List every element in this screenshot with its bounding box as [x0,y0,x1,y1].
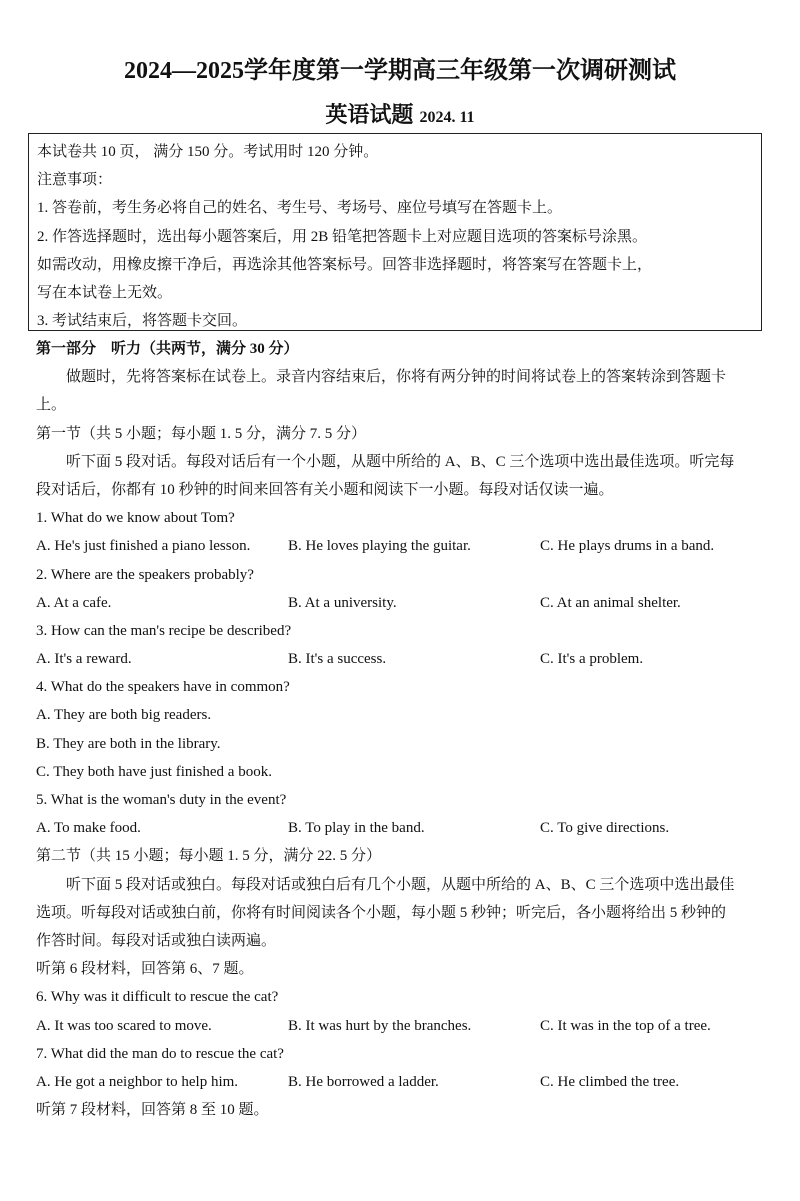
notice-item-1: 1. 答卷前，考生务必将自己的姓名、考生号、考场号、座位号填写在答题卡上。 [37,200,563,217]
option-b: B. To play in the band. [288,820,425,837]
options-2 [36,589,766,617]
notice-item-2-cont: 如需改动，用橡皮擦干净后，再选涂其他答案标号。回答非选择题时，将答案写在答题卡上， [37,256,653,273]
options-1 [36,532,766,560]
option-a: A. He's just finished a piano lesson. [36,538,251,555]
part-intro: 做题时，先将答案标在试卷上。录音内容结束后，你将有两分钟的时间将试卷上的答案转涂到答题卡 [66,369,727,386]
exam-title: 2024—2025学年度第一学期高三年级第一次调研测试 [124,58,676,84]
options-5 [36,814,766,842]
option-b: B. He borrowed a ladder. [288,1073,439,1090]
question-3: 3. How can the man's recipe be described? [36,622,292,639]
material-7-label: 听第 7 段材料，回答第 8 至 10 题。 [36,1102,269,1119]
option-c: C. At an animal shelter. [540,594,681,611]
option-b: B. At a university. [288,594,397,611]
notice-heading: 注意事项： [37,172,113,189]
question-6: 6. Why was it difficult to rescue the cat? [36,989,279,1006]
options-3 [36,645,766,673]
option-c: C. They both have just finished a book. [36,763,272,780]
section-2-heading: 第二节（共 15 小题；每小题 1. 5 分，满分 22. 5 分） [36,848,382,865]
material-6-label: 听第 6 段材料，回答第 6、7 题。 [36,961,254,978]
notice-item-3: 3. 考试结束后，将答题卡交回。 [37,313,248,330]
section-2-intro: 听下面 5 段对话或独白。每段对话或独白后有几个小题，从题中所给的 A、B、C 三个选项中选出最佳 [66,876,735,893]
option-b: B. It's a success. [288,651,387,668]
part-1-listening [36,335,766,1124]
question-1: 1. What do we know about Tom? [36,510,235,527]
option-a: A. They are both big readers. [36,707,212,724]
option-a: A. It's a reward. [36,651,132,668]
question-4: 4. What do the speakers have in common? [36,679,290,696]
section-1-intro-cont: 段对话后，你都有 10 秒钟的时间来回答有关小题和阅读下一小题。每段对话仅读一遍。 [36,481,614,498]
option-b: B. He loves playing the guitar. [288,538,471,555]
option-c: C. He plays drums in a band. [540,538,715,555]
notice-item-2: 2. 作答选择题时，选出每小题答案后，用 2B 铅笔把答题卡上对应题目选项的答案标号涂黑。 [37,228,648,245]
subject: 英语试题 [325,102,414,127]
exam-date: 2024. 11 [419,109,475,126]
section-1-heading: 第一节（共 5 小题；每小题 1. 5 分，满分 7. 5 分） [36,425,367,442]
part-intro-cont: 上。 [36,397,67,414]
question-2: 2. Where are the speakers probably? [36,566,254,583]
option-b: B. They are both in the library. [36,735,221,752]
option-a: A. He got a neighbor to help him. [36,1073,239,1090]
section-2-intro-cont: 选项。听每段对话或独白前，你将有时间阅读各个小题，每小题 5 秒钟；听完后，各小题将给出 5 秒钟的 [36,904,727,921]
notice-item-2-end: 写在本试卷上无效。 [37,284,173,301]
section-2-intro-end: 作答时间。每段对话或独白读两遍。 [36,932,277,949]
question-5: 5. What is the woman's duty in the event? [36,792,287,808]
option-c: C. It was in the top of a tree. [540,1017,711,1034]
option-b: B. It was hurt by the branches. [288,1017,472,1034]
option-a: A. At a cafe. [36,594,112,611]
section-1-intro: 听下面 5 段对话。每段对话后有一个小题，从题中所给的 A、B、C 三个选项中选出最佳选项。听完每 [66,453,735,470]
option-a: A. To make food. [36,820,141,837]
question-7: 7. What did the man do to rescue the cat? [36,1045,284,1062]
option-c: C. He climbed the tree. [540,1073,680,1090]
options-6 [36,1012,766,1040]
part-heading: 第一部分 听力（共两节，满分 30 分） [36,341,299,357]
option-c: C. It's a problem. [540,651,644,668]
options-7 [36,1068,766,1096]
option-c: C. To give directions. [540,820,670,837]
notice-box [28,133,762,331]
exam-subtitle [0,98,800,129]
notice-summary: 本试卷共 10 页， 满分 150 分。考试用时 120 分钟。 [37,144,379,160]
option-a: A. It was too scared to move. [36,1017,212,1034]
